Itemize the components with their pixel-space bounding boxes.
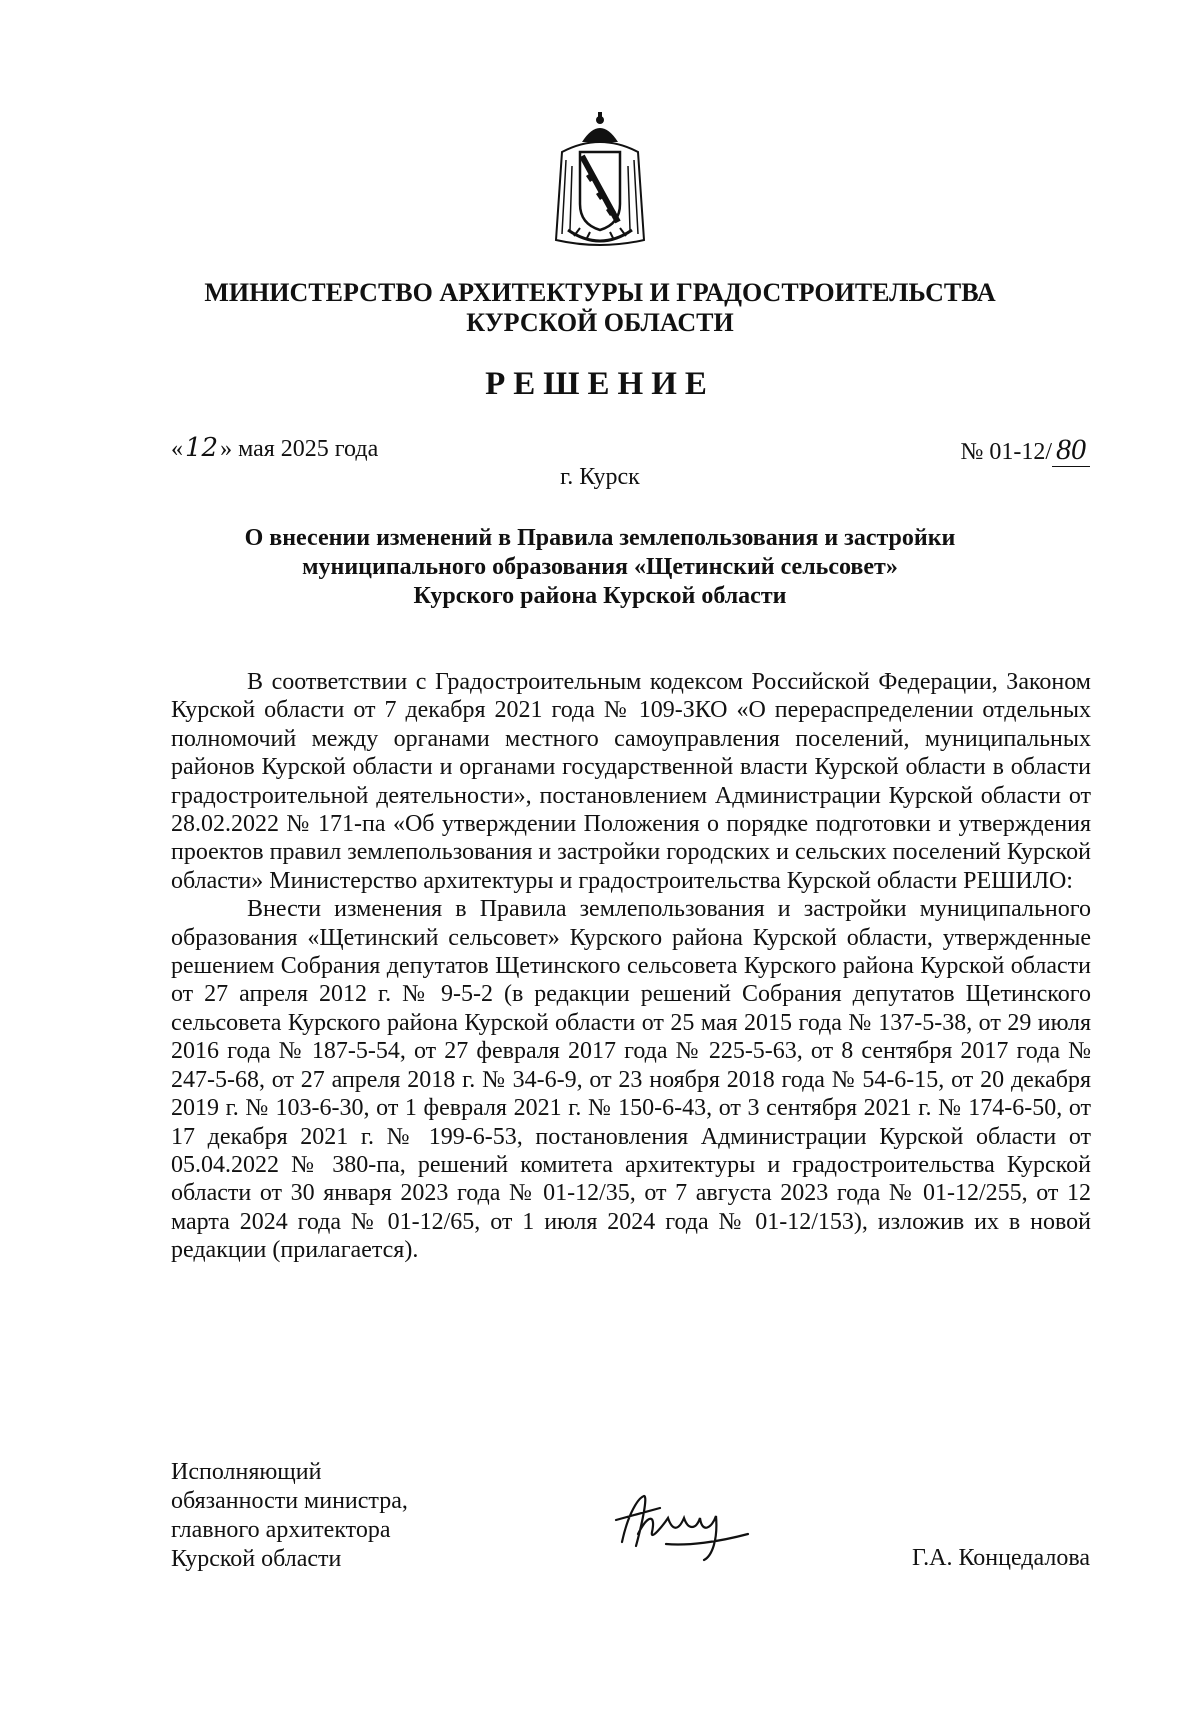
kursk-coat-of-arms-icon xyxy=(552,112,648,250)
subject-line-2: муниципального образования «Щетинский сельсовет» xyxy=(302,554,898,580)
body-paragraph-1: В соответствии с Градостроительным кодексом Российской Федерации, Законом Курской области от 7 декабря 2021 года № 109-ЗКО «О перераспределении отдельных полномочий между органами местного самоуправления поселений, муниципальных районов Курской области и органами государственной власти Курской области в области градостроительной деятельности», постановлением Администрации Курской области от 28.02.2022 № 171-па «Об утверждении Положения о порядке подготовки и утверждения проектов правил землепользования и застройки городских и сельских поселений Курской области» Министерство архитектуры и градостроительства Курской области РЕШИЛО: xyxy=(171,669,1091,894)
ministry-name xyxy=(100,278,1100,338)
subject-line-3: Курского района Курской области xyxy=(413,583,787,609)
signer-position xyxy=(171,1458,408,1574)
position-line-3: главного архитектора xyxy=(171,1517,391,1543)
date-rest: » мая 2025 года xyxy=(220,436,379,462)
document-body xyxy=(171,668,1091,1265)
date-day-handwritten: 12 xyxy=(185,433,219,463)
ministry-line-2: КУРСКОЙ ОБЛАСТИ xyxy=(466,308,734,337)
document-number xyxy=(960,433,1090,467)
document-type-title: РЕШЕНИЕ xyxy=(485,366,715,402)
document-date xyxy=(171,433,378,463)
handwritten-signature-icon xyxy=(608,1484,758,1564)
position-line-4: Курской области xyxy=(171,1546,342,1572)
position-line-2: обязанности министра, xyxy=(171,1488,408,1514)
position-line-1: Исполняющий xyxy=(171,1459,322,1485)
ministry-line-1: МИНИСТЕРСТВО АРХИТЕКТУРЫ И ГРАДОСТРОИТЕЛЬСТВА xyxy=(204,278,996,307)
number-value-handwritten: 80 xyxy=(1052,433,1090,467)
date-quote-open: « xyxy=(171,436,183,462)
signer-name: Г.А. Концедалова xyxy=(911,1545,1090,1571)
subject-line-1: О внесении изменений в Правила землепользования и застройки xyxy=(244,525,956,551)
body-paragraph-2: Внести изменения в Правила землепользования и застройки муниципального образования «Щетинский сельсовет» Курского района Курской области, утвержденные решением Собрания депутатов Щетинского сельсовета Курского района Курской области от 27 апреля 2012 г. № 9-5-2 (в редакции решений Собрания депутатов Щетинского сельсовета Курского района Курской области от 25 мая 2015 года № 137-5-38, от 29 июля 2016 года № 187-5-54, от 27 февраля 2017 года № 225-5-63, от 8 сентября 2017 года № 247-5-68, от 27 апреля 2018 г. № 34-6-9, от 23 ноября 2018 года № 54-6-15, от 20 декабря 2019 г. № 103-6-30, от 1 февраля 2021 г. № 150-6-43, от 3 сентября 2021 г. № 174-6-50, от 17 декабря 2021 г. № 199-6-53, постановления Администрации Курской области от 05.04.2022 № 380-па, решений комитета архитектуры и градостроительства Курской области от 30 января 2023 года № 01-12/35, от 7 августа 2023 года № 01-12/255, от 12 марта 2024 года № 01-12/65, от 1 июля 2024 года № 01-12/153), изложив их в новой редакции (прилагается). xyxy=(171,896,1091,1264)
document-city: г. Курск xyxy=(560,464,640,490)
document-subject xyxy=(120,524,1080,611)
number-prefix: № 01-12/ xyxy=(960,439,1052,465)
